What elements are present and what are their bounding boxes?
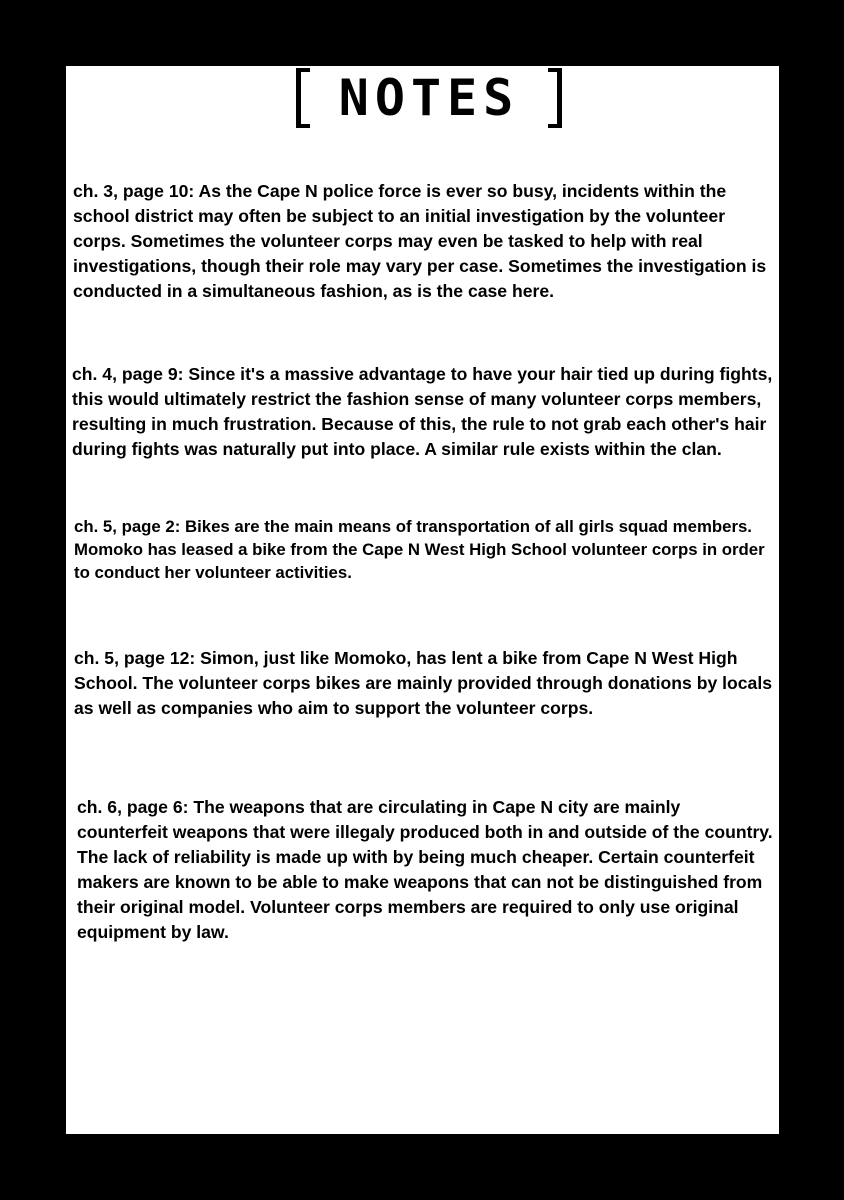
note-ch4-page9: ch. 4, page 9: Since it's a massive advantage to have your hair tied up during fights, this would ultimately restrict the fashion sense of many volunteer corps members, resulting in much frustration. Because of this, the rule to not grab each other's hair during fights was naturally put into place. A similar rule exists within the clan.	[72, 364, 773, 459]
right-bracket-icon	[548, 68, 562, 128]
note-ch6-page6: ch. 6, page 6: The weapons that are circulating in Cape N city are mainly counterfeit weapons that were illegaly produced both in and outside of the country. The lack of reliability is made up with by being much cheaper. Certain counterfeit makers are known to be able to make weapons that can not be distinguished from their original model. Volunteer corps members are required to only use original equipment by law.	[77, 797, 773, 942]
left-bracket-icon	[296, 68, 310, 128]
title-block	[0, 0, 844, 140]
note-ch3-page10: ch. 3, page 10: As the Cape N police force is ever so busy, incidents within the school district may often be subject to an initial investigation by the volunteer corps. Sometimes the volunteer corps may even be tasked to help with real investigations, though their role may vary per case. Sometimes the investigation is conducted in a simultaneous fashion, as is the case here.	[73, 181, 767, 301]
note-ch5-page12: ch. 5, page 12: Simon, just like Momoko, has lent a bike from Cape N West High School. The volunteer corps bikes are mainly provided through donations by locals as well as companies who aim to support the volunteer corps.	[74, 648, 773, 718]
page-title: NOTES	[338, 69, 520, 127]
note-ch5-page2: ch. 5, page 2: Bikes are the main means of transportation of all girls squad members. Momoko has leased a bike from the Cape N West High School volunteer corps in order to conduct her volunteer activities.	[74, 517, 765, 582]
